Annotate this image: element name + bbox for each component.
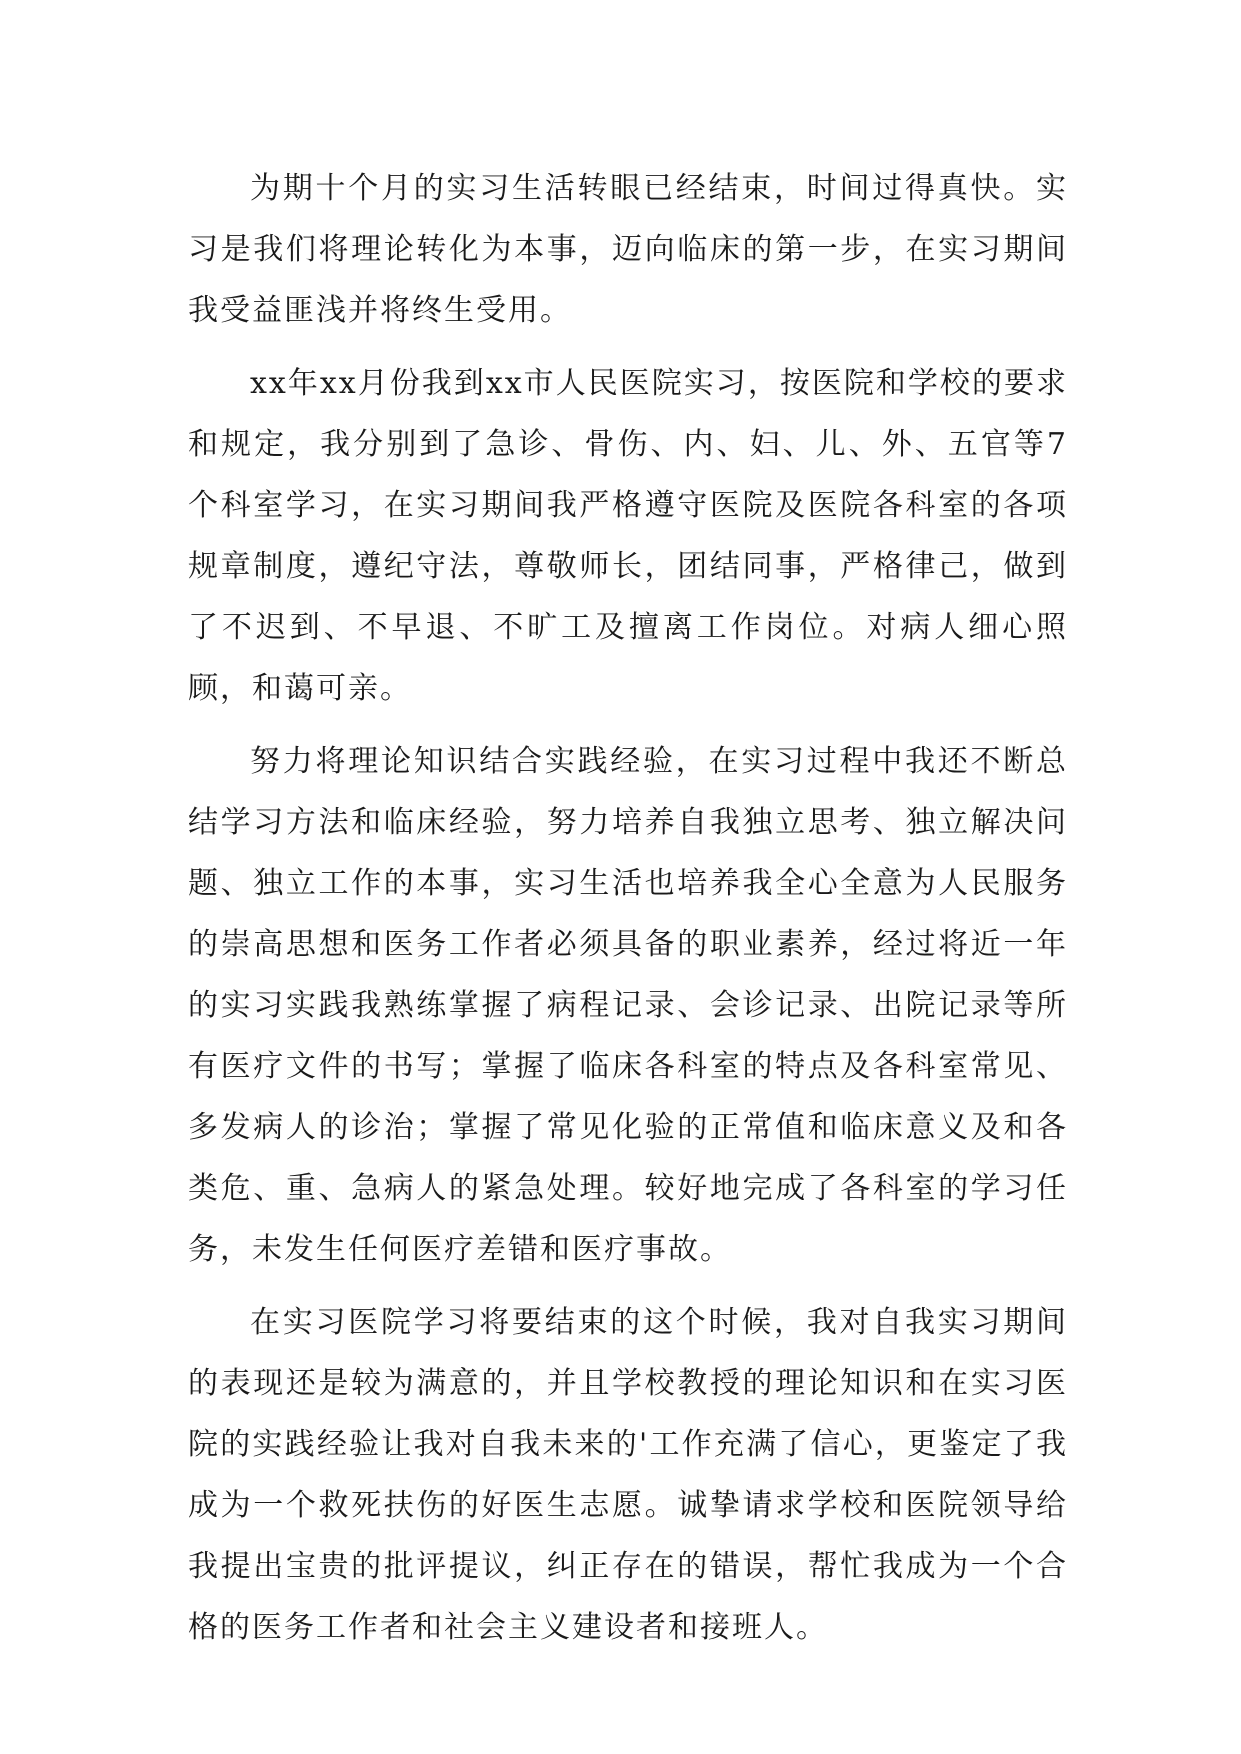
document-body bbox=[188, 158, 1068, 1658]
paragraph-2: xx年xx月份我到xx市人民医院实习，按医院和学校的要求和规定，我分别到了急诊、骨伤、内、妇、儿、外、五官等7个科室学习，在实习期间我严格遵守医院及医院各科室的各项规章制度，遵纪守法，尊敬师长，团结同事，严格律己，做到了不迟到、不早退、不旷工及擅离工作岗位。对病人细心照顾，和蔼可亲。 bbox=[188, 366, 1068, 706]
paragraph-4: 在实习医院学习将要结束的这个时候，我对自我实习期间的表现还是较为满意的，并且学校教授的理论知识和在实习医院的实践经验让我对自我未来的'工作充满了信心，更鉴定了我成为一个救死扶伤的好医生志愿。诚挚请求学校和医院领导给我提出宝贵的批评提议，纠正存在的错误，帮忙我成为一个合格的医务工作者和社会主义建设者和接班人。 bbox=[188, 1305, 1068, 1645]
paragraph-3: 努力将理论知识结合实践经验，在实习过程中我还不断总结学习方法和临床经验，努力培养自我独立思考、独立解决问题、独立工作的本事，实习生活也培养我全心全意为人民服务的崇高思想和医务工作者必须具备的职业素养，经过将近一年的实习实践我熟练掌握了病程记录、会诊记录、出院记录等所有医疗文件的书写；掌握了临床各科室的特点及各科室常见、多发病人的诊治；掌握了常见化验的正常值和临床意义及和各类危、重、急病人的紧急处理。较好地完成了各科室的学习任务，未发生任何医疗差错和医疗事故。 bbox=[188, 744, 1068, 1267]
paragraph-1: 为期十个月的实习生活转眼已经结束，时间过得真快。实习是我们将理论转化为本事，迈向临床的第一步，在实习期间我受益匪浅并将终生受用。 bbox=[188, 171, 1068, 328]
